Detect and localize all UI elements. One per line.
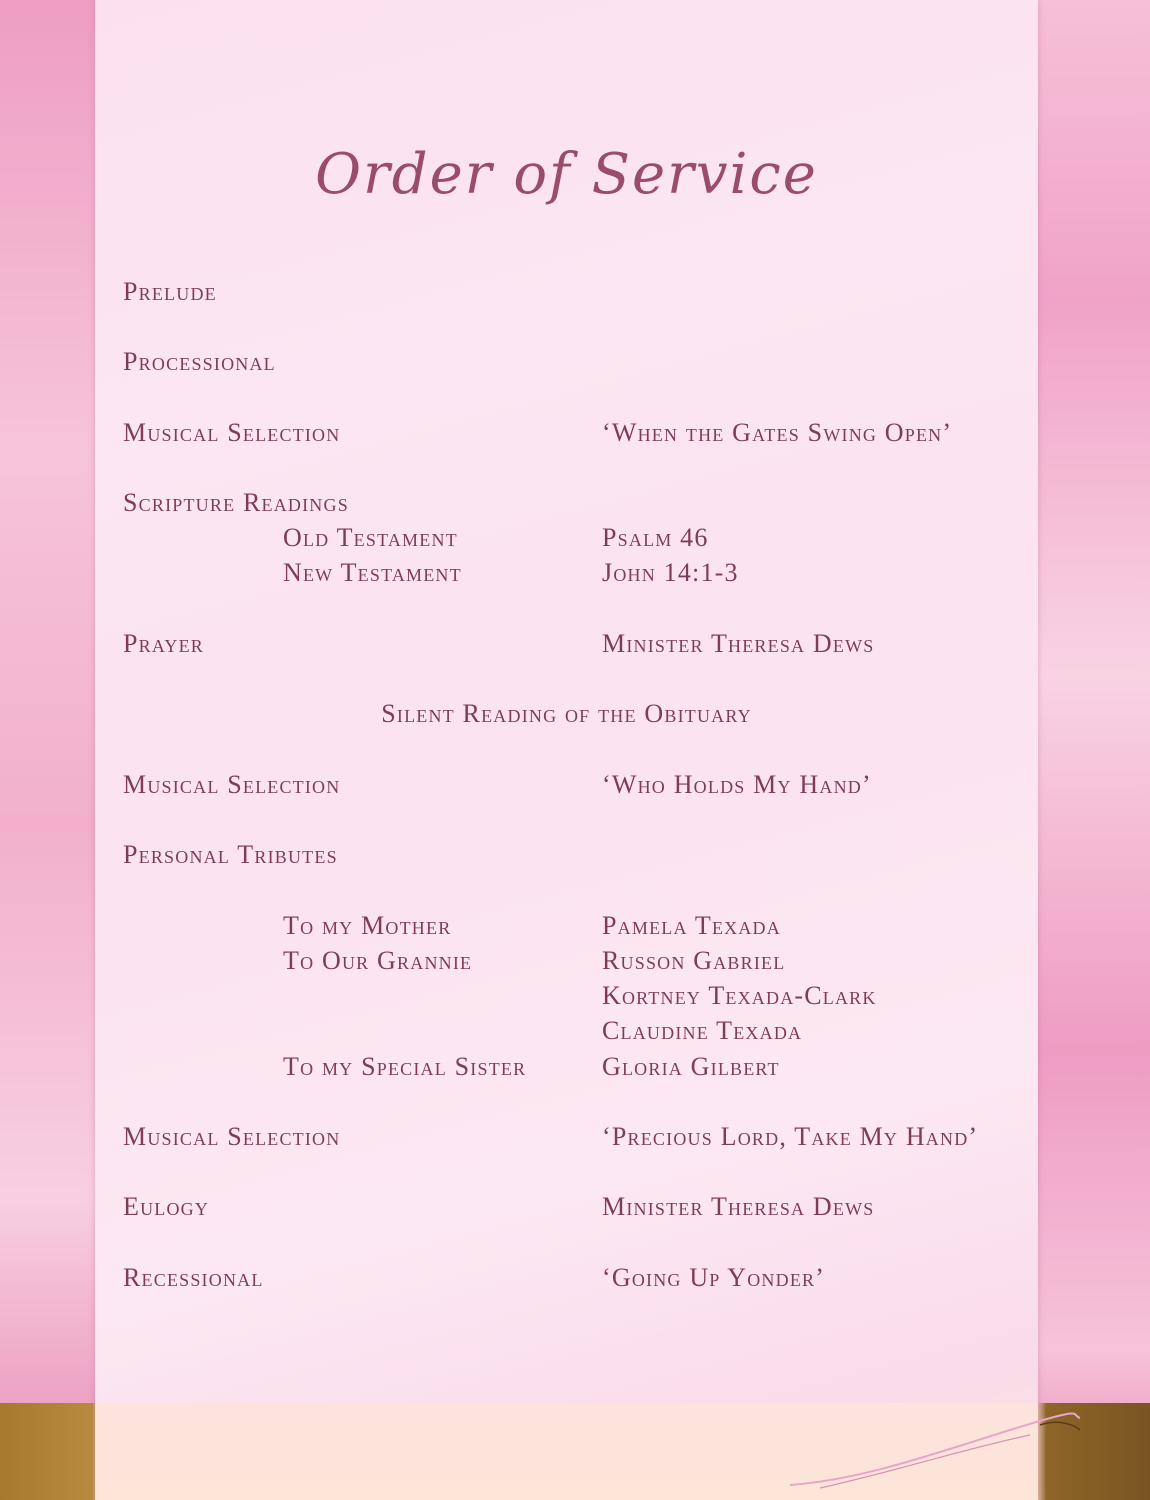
eulogy-value: Minister Theresa Dews — [602, 1192, 875, 1221]
eulogy-label: Eulogy — [123, 1192, 210, 1221]
musical-selection-2-value: ‘Who Holds My Hand’ — [602, 770, 872, 799]
tribute-grannie-value-3: Claudine Texada — [602, 1016, 803, 1045]
scripture-readings-label: Scripture Readings — [123, 488, 349, 517]
prelude-label: Prelude — [123, 277, 217, 306]
musical-selection-3-label: Musical Selection — [123, 1122, 341, 1151]
musical-selection-1-label: Musical Selection — [123, 418, 341, 447]
tribute-mother-label: To my Mother — [283, 911, 452, 940]
new-testament-value: John 14:1-3 — [602, 558, 739, 587]
recessional-value: ‘Going Up Yonder’ — [602, 1263, 826, 1292]
title-block — [95, 110, 1038, 250]
musical-selection-3-value: ‘Precious Lord, Take My Hand’ — [602, 1122, 979, 1151]
tribute-grannie-label: To Our Grannie — [283, 946, 473, 975]
prayer-value: Minister Theresa Dews — [602, 629, 875, 658]
left-pink-border — [0, 0, 95, 1500]
tribute-sister-label: To my Special Sister — [283, 1052, 527, 1081]
tribute-grannie-value-2: Kortney Texada-Clark — [602, 981, 877, 1010]
old-testament-label: Old Testament — [283, 523, 458, 552]
tribute-mother-value: Pamela Texada — [602, 911, 781, 940]
musical-selection-2-label: Musical Selection — [123, 770, 341, 799]
personal-tributes-label: Personal Tributes — [123, 840, 338, 869]
page-title: Order of Service — [315, 142, 818, 207]
silent-reading-line: Silent Reading of the Obituary — [381, 699, 752, 728]
tribute-sister-value: Gloria Gilbert — [602, 1052, 780, 1081]
right-pink-border — [1038, 0, 1150, 1500]
processional-label: Processional — [123, 347, 276, 376]
decorative-swirl — [780, 1410, 1080, 1490]
musical-selection-1-value: ‘When the Gates Swing Open’ — [602, 418, 953, 447]
old-testament-value: Psalm 46 — [602, 523, 709, 552]
new-testament-label: New Testament — [283, 558, 462, 587]
prayer-label: Prayer — [123, 629, 205, 658]
recessional-label: Recessional — [123, 1263, 264, 1292]
tribute-grannie-value-1: Russon Gabriel — [602, 946, 786, 975]
